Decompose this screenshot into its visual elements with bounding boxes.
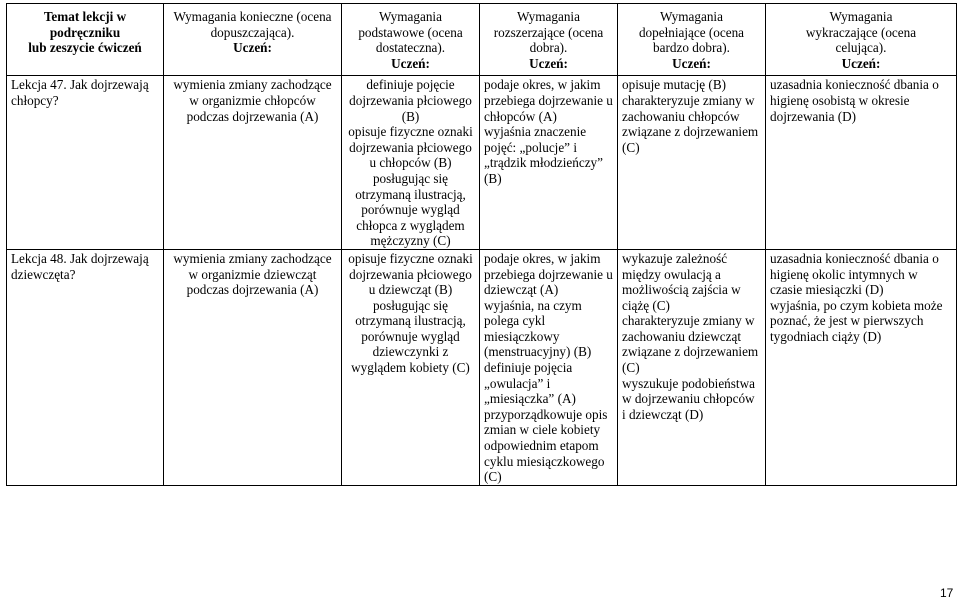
header-complementary: Wymagania dopełniające (ocena bardzo dobra). Uczeń:: [618, 4, 766, 76]
cell-complementary: wykazuje zależność między owulacją a możliwością zajścia w ciążę (C) charakteryzuje zmiany w zachowaniu dziewcząt związane z dojrzewaniem (C) wyszukuje podobieństwa w dojrzewaniu chłopców i dziewcząt (D): [618, 249, 766, 485]
cell-basic: definiuje pojęcie dojrzewania płciowego (B) opisuje fizyczne oznaki dojrzewania płciowego u chłopców (B) posługując się otrzymaną ilustracją, porównuje wygląd chłopca z wyglądem mężczyzny (C): [342, 76, 480, 250]
cell-topic: Lekcja 48. Jak dojrzewają dziewczęta?: [7, 249, 164, 485]
cell-extended: podaje okres, w jakim przebiega dojrzewanie u dziewcząt (A) wyjaśnia, na czym polega cykl miesiączkowy (menstruacyjny) (B) definiuje pojęcia „owulacja” i „miesiączka” (A) przyporządkowuje opis zmian w ciele kobiety odpowiednim etapom cyklu miesiączkowego (C): [480, 249, 618, 485]
cell-exceeding: uzasadnia konieczność dbania o higienę okolic intymnych w czasie miesiączki (D) wyjaśnia, po czym kobieta może poznać, że jest w pierwszych tygodniach ciąży (D): [766, 249, 957, 485]
cell-necessary: wymienia zmiany zachodzące w organizmie dziewcząt podczas dojrzewania (A): [164, 249, 342, 485]
cell-basic: opisuje fizyczne oznaki dojrzewania płciowego u dziewcząt (B) posługując się otrzymaną ilustracją, porównuje wygląd dziewczynki z wyglądem kobiety (C): [342, 249, 480, 485]
cell-complementary: opisuje mutację (B) charakteryzuje zmiany w zachowaniu chłopców związane z dojrzewaniem (C): [618, 76, 766, 250]
header-row: [7, 4, 957, 76]
cell-topic: Lekcja 47. Jak dojrzewają chłopcy?: [7, 76, 164, 250]
header-extended: Wymagania rozszerzające (ocena dobra). Uczeń:: [480, 4, 618, 76]
cell-exceeding: uzasadnia konieczność dbania o higienę osobistą w okresie dojrzewania (D): [766, 76, 957, 250]
header-topic: Temat lekcji w podręczniku lub zeszycie ćwiczeń: [7, 4, 164, 76]
page-number: 17: [940, 586, 954, 600]
header-necessary: Wymagania konieczne (ocena dopuszczająca). Uczeń:: [164, 4, 342, 76]
header-basic: Wymagania podstawowe (ocena dostateczna). Uczeń:: [342, 4, 480, 76]
table-row: [7, 249, 957, 485]
cell-extended: podaje okres, w jakim przebiega dojrzewanie u chłopców (A) wyjaśnia znaczenie pojęć: „polucje” i „trądzik młodzieńczy” (B): [480, 76, 618, 250]
header-exceeding: Wymagania wykraczające (ocena celująca). Uczeń:: [766, 4, 957, 76]
cell-necessary: wymienia zmiany zachodzące w organizmie chłopców podczas dojrzewania (A): [164, 76, 342, 250]
requirements-table: [6, 3, 957, 486]
table-row: [7, 76, 957, 250]
